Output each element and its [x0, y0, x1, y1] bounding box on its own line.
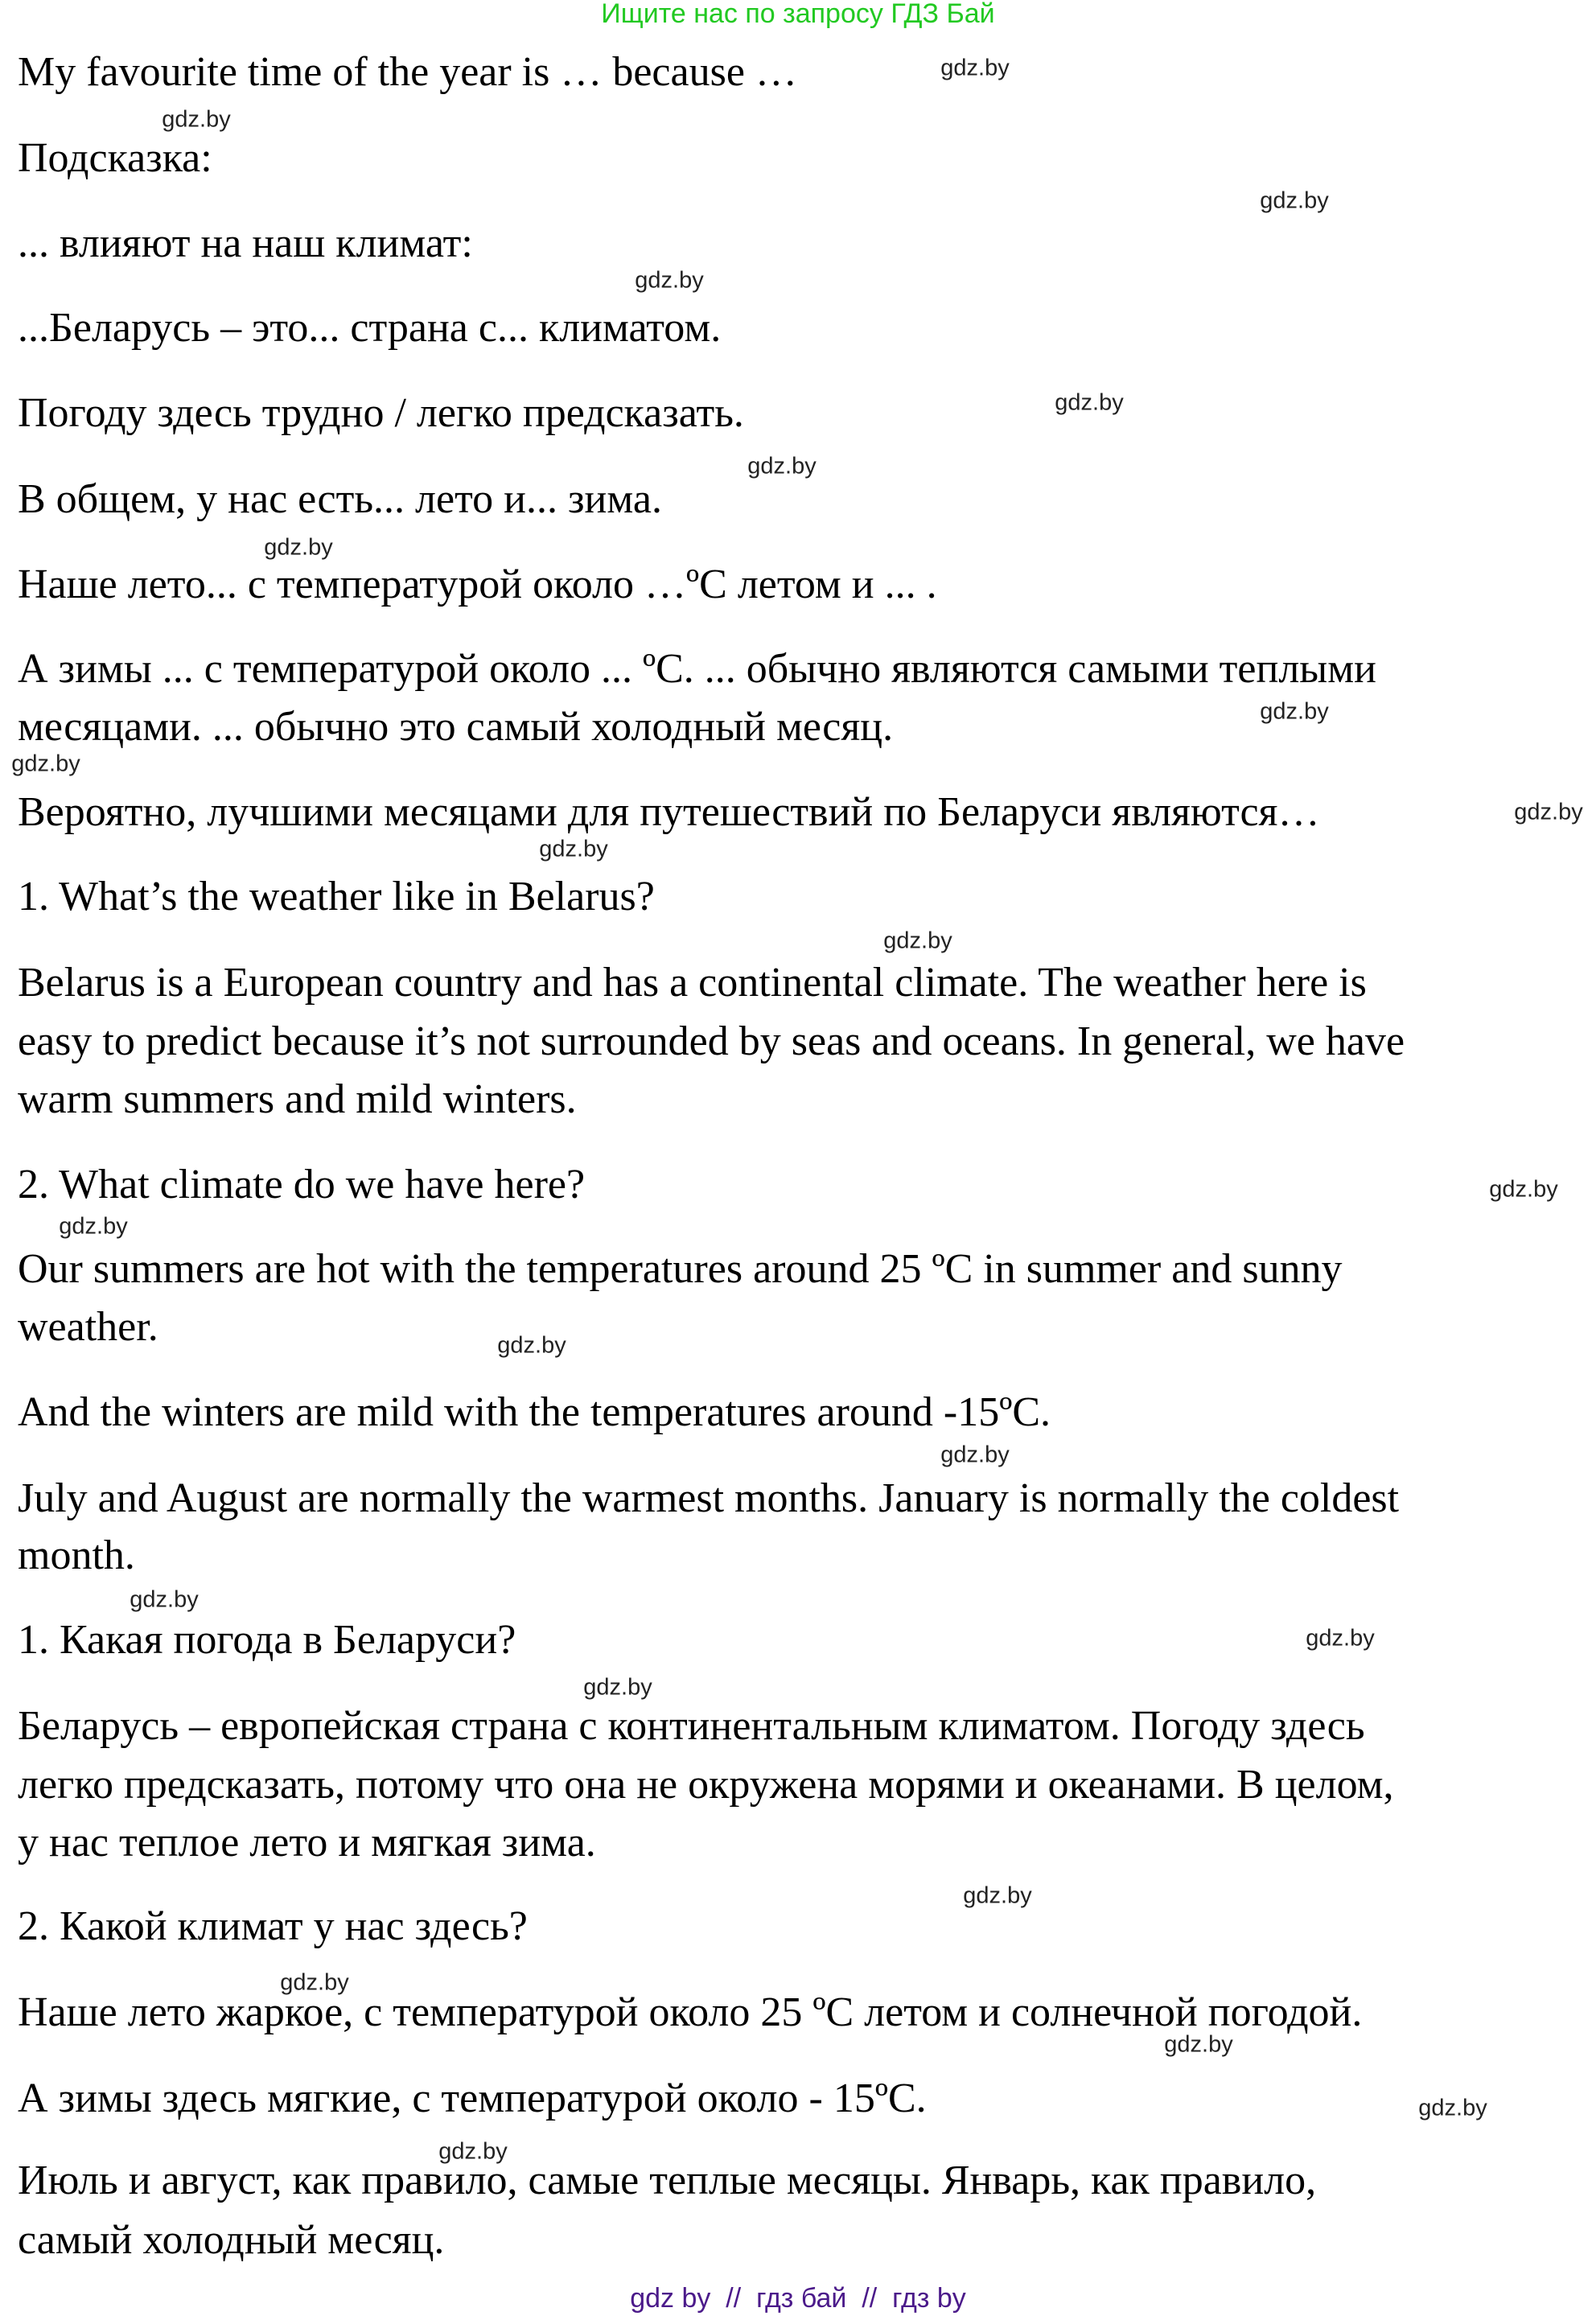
- search-banner: Ищите нас по запросу ГДЗ Бай: [601, 0, 995, 29]
- hint-line: Погоду здесь трудно / легко предсказать.: [18, 390, 744, 436]
- watermark: gdz.by: [963, 1882, 1032, 1909]
- watermark: gdz.by: [438, 2138, 508, 2165]
- watermark: gdz.by: [162, 106, 231, 133]
- watermark: gdz.by: [1260, 187, 1329, 214]
- watermark: gdz.by: [1418, 2095, 1487, 2121]
- hint-line: Вероятно, лучшими месяцами для путешествий по Беларуси являются…: [18, 789, 1320, 835]
- answer-line: Июль и август, как правило, самые теплые месяцы. Январь, как правило,: [18, 2158, 1317, 2203]
- answer-line: Беларусь – европейская страна с континентальным климатом. Погоду здесь: [18, 1703, 1365, 1749]
- watermark: gdz.by: [747, 453, 817, 479]
- watermark: gdz.by: [11, 751, 80, 777]
- answer-line: July and August are normally the warmest months. January is normally the coldest: [18, 1475, 1400, 1521]
- answer-line: Belarus is a European country and has a continental climate. The weather here is: [18, 960, 1367, 1006]
- hint-line: ... влияют на наш климат:: [18, 220, 473, 266]
- watermark: gdz.by: [940, 1442, 1010, 1468]
- question-heading: 2. Какой климат у нас здесь?: [18, 1903, 528, 1949]
- watermark: gdz.by: [264, 534, 333, 561]
- watermark: gdz.by: [940, 55, 1010, 81]
- watermark: gdz.by: [1164, 2031, 1233, 2058]
- answer-line: у нас теплое лето и мягкая зима.: [18, 1820, 596, 1866]
- watermark: gdz.by: [883, 928, 952, 954]
- answer-line: легко предсказать, потому что она не окружена морями и океанами. В целом,: [18, 1762, 1394, 1808]
- hint-line: Наше лето... с температурой около …ºC летом и ... .: [18, 562, 937, 607]
- answer-line: month.: [18, 1532, 135, 1578]
- watermark: gdz.by: [583, 1674, 652, 1701]
- hint-title: Подсказка:: [18, 135, 212, 181]
- footer-links: gdz by // гдз бай // гдз by: [630, 2283, 966, 2314]
- answer-line: easy to predict because it’s not surrounded by seas and oceans. In general, we have: [18, 1018, 1405, 1064]
- answer-line: warm summers and mild winters.: [18, 1076, 577, 1122]
- watermark: gdz.by: [1514, 799, 1583, 825]
- watermark: gdz.by: [1055, 389, 1124, 416]
- watermark: gdz.by: [497, 1332, 566, 1359]
- question-heading: 1. What’s the weather like in Belarus?: [18, 874, 655, 919]
- hint-line: ...Беларусь – это... страна с... климатом.: [18, 305, 722, 351]
- prompt-line: My favourite time of the year is … because …: [18, 49, 797, 95]
- answer-line: А зимы здесь мягкие, с температурой около - 15ºC.: [18, 2075, 927, 2121]
- watermark: gdz.by: [635, 267, 704, 294]
- answer-line: weather.: [18, 1304, 158, 1350]
- answer-line: And the winters are mild with the temperatures around -15ºC.: [18, 1389, 1051, 1435]
- answer-line: Наше лето жаркое, с температурой около 25 ºC летом и солнечной погодой.: [18, 1989, 1363, 2035]
- watermark: gdz.by: [280, 1969, 349, 1996]
- watermark: gdz.by: [1489, 1176, 1558, 1203]
- watermark: gdz.by: [1260, 698, 1329, 725]
- answer-line: Our summers are hot with the temperatures around 25 ºC in summer and sunny: [18, 1246, 1343, 1292]
- question-heading: 2. What climate do we have here?: [18, 1162, 586, 1207]
- watermark: gdz.by: [59, 1213, 128, 1240]
- watermark: gdz.by: [130, 1586, 199, 1613]
- watermark: gdz.by: [539, 836, 608, 862]
- hint-line: В общем, у нас есть... лето и... зима.: [18, 476, 662, 522]
- hint-line: А зимы ... с температурой около ... ºC. ... обычно являются самыми теплыми: [18, 646, 1376, 692]
- hint-line: месяцами. ... обычно это самый холодный месяц.: [18, 704, 894, 750]
- answer-line: самый холодный месяц.: [18, 2217, 445, 2263]
- question-heading: 1. Какая погода в Беларуси?: [18, 1617, 516, 1663]
- watermark: gdz.by: [1306, 1625, 1375, 1652]
